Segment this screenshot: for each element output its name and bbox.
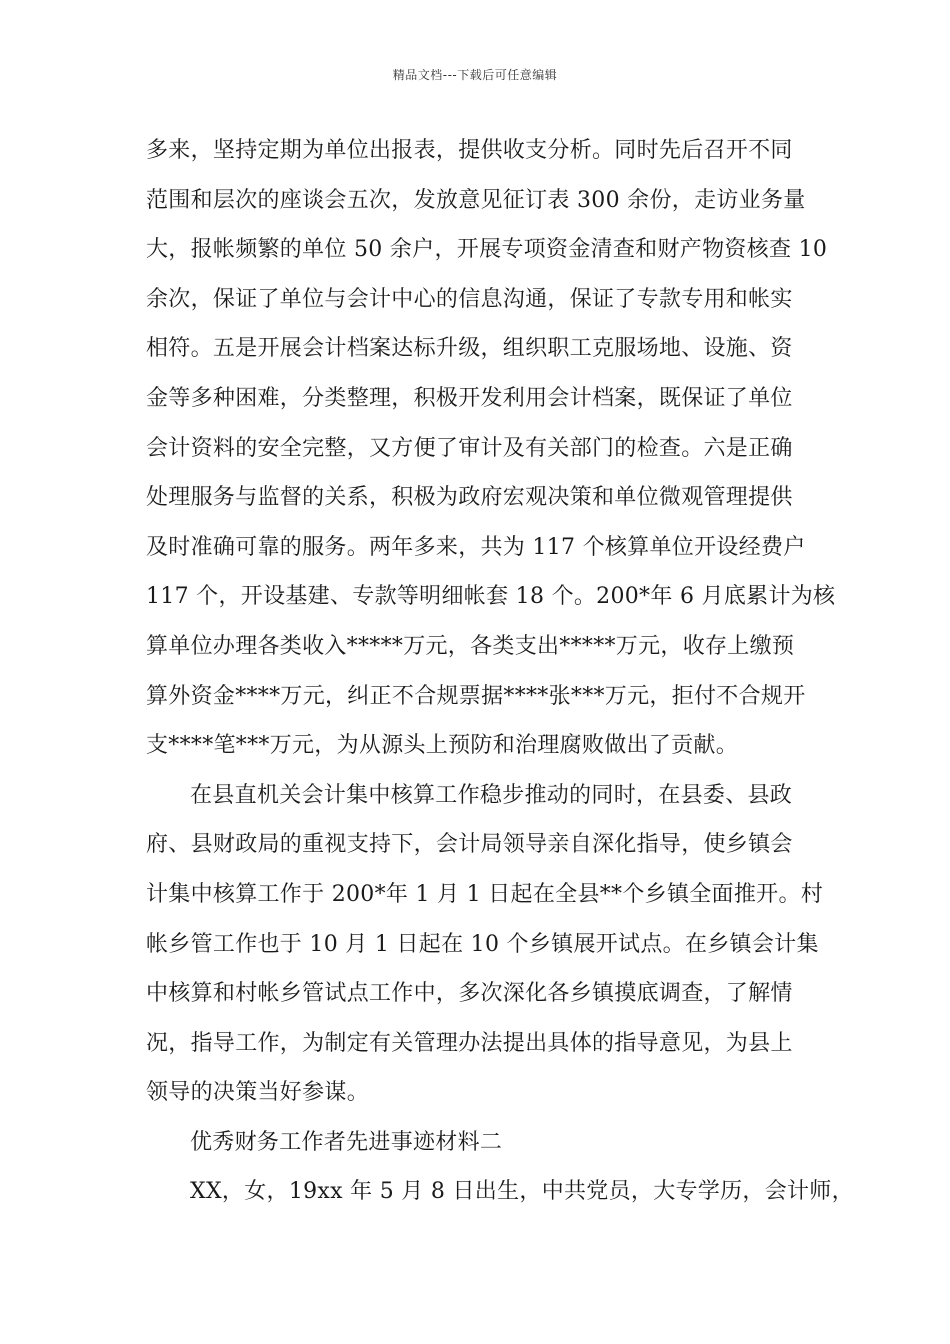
text-line: 余次，保证了单位与会计中心的信息沟通，保证了专款专用和帐实 <box>146 286 793 312</box>
text-line: 多来，坚持定期为单位出报表，提供收支分析。同时先后召开不同 <box>146 138 793 163</box>
text-line: 优秀财务工作者先进事迹材料二 <box>190 1129 503 1155</box>
text-line: 在县直机关会计集中核算工作稳步推动的同时，在县委、县政 <box>190 782 793 808</box>
paragraph <box>146 131 836 776</box>
text-line: 算单位办理各类收入*****万元，各类支出*****万元，收存上缴预 <box>146 633 795 659</box>
text-line: 金等多种困难，分类整理，积极开发利用会计档案，既保证了单位 <box>146 385 793 411</box>
text-line: 支****笔***万元，为从源头上预防和治理腐败做出了贡献。 <box>146 733 739 759</box>
text-line: 117 个，开设基建、专款等明细帐套 18 个。200*年 6 月底累计为核 <box>146 584 836 610</box>
text-line: 计集中核算工作于 200*年 1 月 1 日起在全县**个乡镇全面推开。村 <box>146 881 824 907</box>
paragraph <box>146 776 826 1123</box>
document-body <box>146 131 854 1222</box>
text-line: 大，报帐频繁的单位 50 余户，开展专项资金清查和财产物资核查 10 <box>146 237 828 263</box>
text-line: 中核算和村帐乡管试点工作中，多次深化各乡镇摸底调查，了解情 <box>146 981 793 1007</box>
page-header: 精品文档---下载后可任意编辑 <box>392 68 558 82</box>
section-title <box>146 1123 826 1173</box>
text-line: 会计资料的安全完整，又方便了审计及有关部门的检查。六是正确 <box>146 435 793 461</box>
text-line: 况，指导工作，为制定有关管理办法提出具体的指导意见，为县上 <box>146 1030 793 1056</box>
text-line: 府、县财政局的重视支持下，会计局领导亲自深化指导，使乡镇会 <box>146 832 793 858</box>
text-line: 处理服务与监督的关系，积极为政府宏观决策和单位微观管理提供 <box>146 485 793 511</box>
text-line: 范围和层次的座谈会五次，发放意见征订表 300 余份，走访业务量 <box>146 187 806 213</box>
text-line: XX，女，19xx 年 5 月 8 日出生，中共党员，大专学历，会计师， <box>190 1179 854 1205</box>
text-line: 帐乡管工作也于 10 月 1 日起在 10 个乡镇展开试点。在乡镇会计集 <box>146 931 819 957</box>
text-line: 相符。五是开展会计档案达标升级，组织职工克服场地、设施、资 <box>146 336 793 362</box>
text-line: 领导的决策当好参谋。 <box>146 1080 370 1106</box>
paragraph <box>146 1172 854 1222</box>
text-line: 算外资金****万元，纠正不合规票据****张***万元，拒付不合规开 <box>146 683 806 709</box>
text-line: 及时准确可靠的服务。两年多来，共为 117 个核算单位开设经费户 <box>146 534 806 560</box>
